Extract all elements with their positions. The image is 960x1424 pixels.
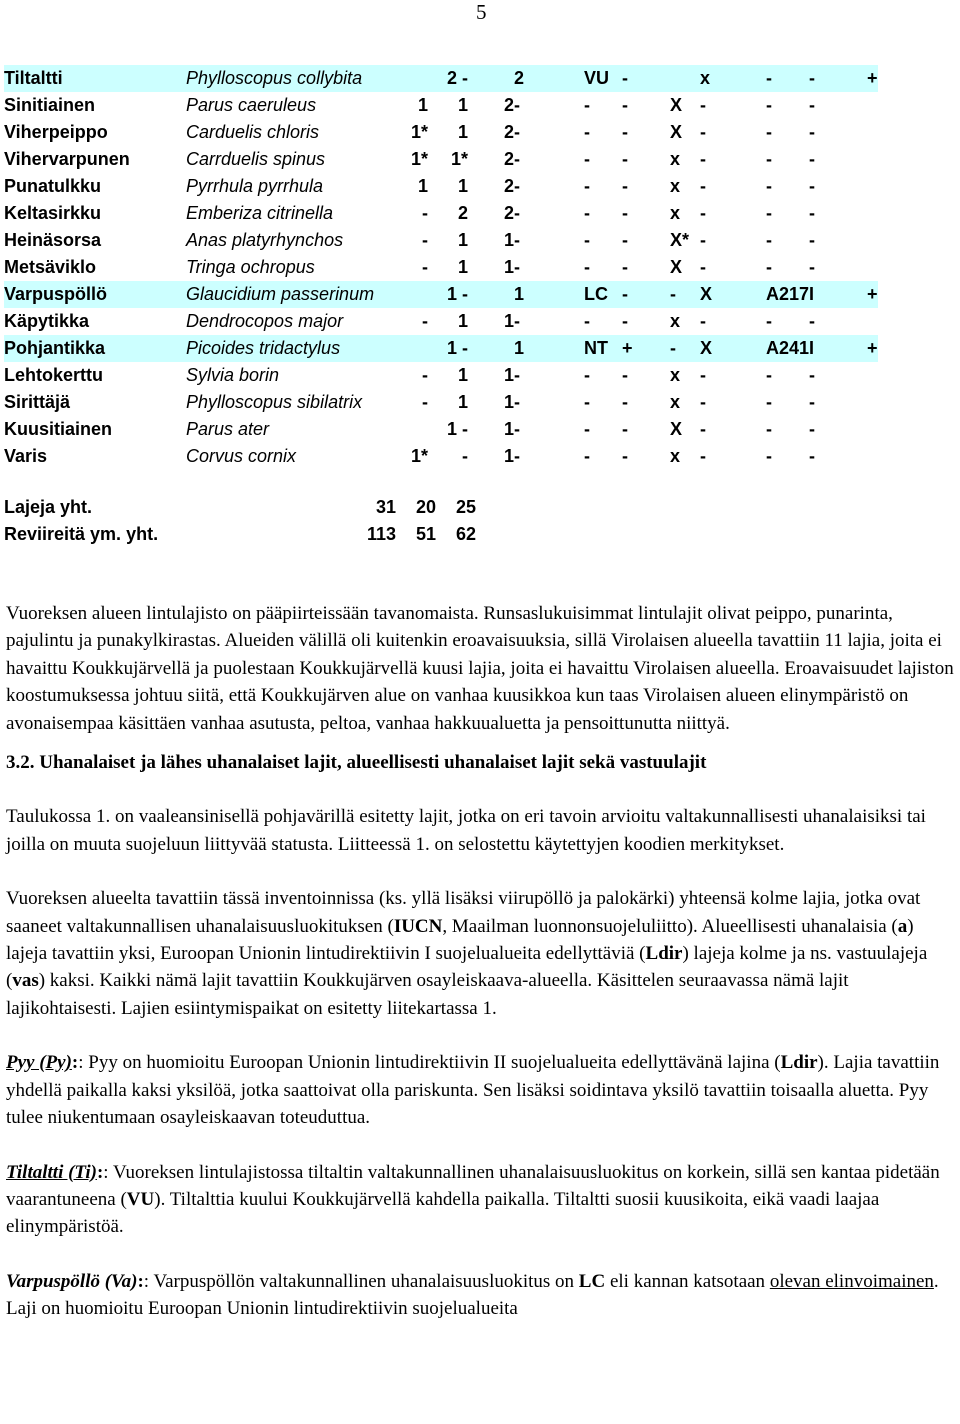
table-cell: -: [584, 311, 590, 331]
species-name: Pohjantikka: [4, 335, 186, 362]
table-cell: -: [700, 392, 706, 412]
table-cell: -: [809, 365, 816, 385]
scientific-name: Carrduelis spinus: [186, 149, 326, 169]
table-cell: -: [809, 149, 816, 169]
table-cell: 1*: [410, 149, 428, 169]
table-cell: [670, 65, 700, 92]
totals-value: 51: [415, 524, 436, 544]
table-cell: X: [670, 95, 683, 115]
table-cell: 2: [514, 65, 584, 92]
paragraph-table-note: Taulukossa 1. on vaaleansinisellä pohjavärillä esitetty lajit, jotka on eri tavoin arvioitu valtakunnallisesti uhanalaisiksi tai joilla on muuta suojeluun liittyvää statusta. Liitteessä 1. on selostettu käytettyjen koodien merkitykset.: [6, 806, 926, 855]
table-cell: [398, 281, 428, 308]
totals-value: 113: [366, 524, 396, 544]
totals-label: Reviireitä ym. yht.: [4, 524, 159, 544]
table-cell: +: [867, 65, 878, 92]
table-cell: -: [622, 392, 628, 412]
scientific-name: Glaucidium passerinum: [186, 281, 398, 308]
table-cell: -: [514, 149, 520, 169]
table-cell: -: [766, 365, 772, 385]
table-cell: [867, 227, 878, 254]
table-cell: -: [422, 365, 428, 385]
table-cell: -: [766, 176, 772, 196]
table-cell: 2: [503, 95, 514, 115]
table-cell: -: [700, 311, 706, 331]
iucn-code: IUCN: [393, 915, 443, 937]
totals-value: 20: [415, 497, 436, 517]
text-span: :: [96, 1161, 104, 1183]
table-row: [4, 200, 878, 227]
species-name: Heinäsorsa: [4, 230, 102, 250]
scientific-name: Pyrrhula pyrrhula: [186, 176, 324, 196]
species-name: Keltasirkku: [4, 203, 102, 223]
table-cell: 1*: [410, 446, 428, 466]
table-row: [4, 443, 878, 470]
table-cell: -: [622, 281, 670, 308]
table-cell: x: [670, 203, 681, 223]
table-row: [4, 227, 878, 254]
table-cell: +: [622, 335, 670, 362]
table-cell: 1: [417, 95, 428, 115]
totals-value: 25: [455, 497, 476, 517]
table-cell: -: [584, 203, 590, 223]
table-cell: -: [670, 335, 700, 362]
totals-label: Lajeja yht.: [4, 497, 93, 517]
table-cell: -: [514, 365, 520, 385]
table-cell: 1: [457, 122, 468, 142]
species-name: Tiltaltti: [4, 65, 186, 92]
table-cell: -: [809, 203, 816, 223]
scientific-name: Picoides tridactylus: [186, 335, 398, 362]
table-cell: -: [766, 230, 772, 250]
table-cell: -: [622, 419, 628, 439]
table-cell: A217: [766, 281, 809, 308]
paragraph-summary: Vuoreksen alueen lintulajisto on pääpiirteissään tavanomaista. Runsaslukuisimmat lintulajit olivat peippo, punarinta, pajulintu ja punakylkirastas. Alueiden välillä oli kuitenkin eroavaisuuksia, sillä Virolaisen alueella tavattiin 11 lajia, joita ei havaittu Koukkujärvellä ja puolestaan Koukkujärvellä kuusi lajia, joita ei havaittu Virolaisen alueella. Eroavaisuudet lajiston koostumuksessa johtuu siitä, että Koukkujärven alue on vanhaa kuusikkoa kun taas Virolaisen alueen elinympäristö on avonaisempaa käsittäen vanhaa asutusta, peltoa, vanhaa hakkuualuetta ja pensoittunutta niittyä.: [6, 603, 954, 734]
table-cell: -: [809, 176, 816, 196]
table-cell: -: [514, 203, 520, 223]
table-cell: -: [462, 446, 468, 466]
table-cell: [398, 335, 428, 362]
table-row: [4, 119, 878, 146]
table-cell: 2 -: [428, 65, 468, 92]
totals-row: [4, 521, 476, 548]
table-cell: [867, 389, 878, 416]
table-cell: 2: [503, 203, 514, 223]
table-cell: [468, 281, 514, 308]
paragraph-pyy: [6, 1049, 956, 1131]
table-cell: [867, 254, 878, 281]
table-cell: -: [622, 176, 628, 196]
table-cell: -: [766, 149, 772, 169]
table-row: [4, 254, 878, 281]
table-cell: -: [514, 230, 520, 250]
table-cell: -: [700, 203, 706, 223]
species-table: [4, 65, 878, 470]
table-cell: [867, 416, 878, 443]
table-cell: [867, 173, 878, 200]
table-cell: -: [584, 257, 590, 277]
table-cell: [398, 416, 428, 443]
table-cell: 2: [503, 149, 514, 169]
table-cell: -: [622, 122, 628, 142]
table-cell: -: [622, 446, 628, 466]
table-cell: 1: [457, 230, 468, 250]
species-name: Käpytikka: [4, 311, 90, 331]
table-cell: -: [766, 95, 772, 115]
scientific-name: Phylloscopus sibilatrix: [186, 392, 363, 412]
table-cell: -: [622, 311, 628, 331]
table-cell: [867, 200, 878, 227]
table-cell: 1: [417, 176, 428, 196]
table-cell: 1: [457, 311, 468, 331]
table-cell: -: [514, 176, 520, 196]
table-cell: 1 -: [428, 335, 468, 362]
vas-code: vas: [12, 970, 39, 992]
table-cell: 1: [457, 365, 468, 385]
table-cell: -: [809, 392, 816, 412]
table-cell: -: [622, 365, 628, 385]
table-cell: x: [670, 149, 681, 169]
table-cell: -: [766, 392, 772, 412]
table-cell: VU: [584, 65, 622, 92]
scientific-name: Carduelis chloris: [186, 122, 320, 142]
table-cell: 2: [503, 122, 514, 142]
table-row: [4, 281, 878, 308]
body-text: [6, 600, 956, 1323]
table-cell: -: [622, 230, 628, 250]
table-cell: -: [422, 257, 428, 277]
table-cell: -: [622, 203, 628, 223]
table-cell: -: [700, 446, 706, 466]
table-cell: -: [514, 311, 520, 331]
table-cell: [867, 362, 878, 389]
table-row: [4, 65, 878, 92]
text-span: eli kannan katsotaan: [605, 1270, 770, 1292]
table-cell: -: [766, 203, 772, 223]
table-cell: -: [622, 257, 628, 277]
text-span: , Maailman luonnonsuojeluliitto). Alueellisesti uhanalaisia (: [442, 915, 898, 937]
table-cell: -: [766, 311, 772, 331]
table-cell: 1: [457, 257, 468, 277]
scientific-name: Anas platyrhynchos: [186, 230, 344, 250]
text-span: olevan elinvoimainen: [769, 1270, 934, 1292]
scientific-name: Sylvia borin: [186, 365, 280, 385]
table-cell: 1 -: [428, 281, 468, 308]
table-cell: NT: [584, 335, 622, 362]
scientific-name: Parus caeruleus: [186, 95, 317, 115]
table-cell: [398, 65, 428, 92]
table-cell: x: [700, 65, 766, 92]
species-name: Kuusitiainen: [4, 419, 113, 439]
table-row: [4, 173, 878, 200]
table-cell: 2: [457, 203, 468, 223]
ldir-code: Ldir: [645, 943, 683, 965]
text-span: ) kaksi. Kaikki nämä lajit tavattiin Koukkujärven osayleiskaava-alueella. Käsittelen seuraavassa nämä lajit lajikohtaisesti. Lajien esiintymispaikat on esitetty liitekartassa 1.: [6, 970, 849, 1019]
table-cell: X: [670, 419, 683, 439]
table-cell: -: [700, 419, 706, 439]
table-cell: -: [766, 122, 772, 142]
paragraph-varpuspollo: [6, 1268, 956, 1323]
table-cell: -: [700, 176, 706, 196]
vu-code: VU: [126, 1188, 155, 1210]
table-cell: -: [584, 419, 590, 439]
scientific-name: Tringa ochropus: [186, 257, 315, 277]
paragraph-threatened-species: [6, 885, 956, 1022]
table-cell: -: [422, 311, 428, 331]
table-cell: X*: [670, 230, 690, 250]
table-cell: x: [670, 365, 681, 385]
species-name: Vihervarpunen: [4, 149, 130, 169]
table-cell: -: [766, 419, 772, 439]
table-cell: 1: [503, 419, 514, 439]
scientific-name: Parus ater: [186, 419, 270, 439]
table-cell: 1: [503, 230, 514, 250]
regional-code: a: [897, 915, 908, 937]
table-row: [4, 335, 878, 362]
table-cell: -: [584, 230, 590, 250]
table-cell: -: [809, 257, 816, 277]
text-span: : Pyy on huomioitu Euroopan Unionin lintudirektiivin II suojelualueita edellyttävänä lajina (: [78, 1052, 781, 1074]
table-cell: 1: [503, 257, 514, 277]
species-name: Viherpeippo: [4, 122, 108, 142]
table-cell: -: [809, 95, 816, 115]
table-cell: 1: [457, 392, 468, 412]
table-cell: -: [766, 446, 772, 466]
table-cell: -: [514, 446, 520, 466]
text-span: : Varpuspöllön valtakunnallinen uhanalaisuusluokitus on: [143, 1270, 579, 1292]
table-cell: [867, 119, 878, 146]
table-cell: A241: [766, 335, 809, 362]
table-cell: -: [809, 311, 816, 331]
totals-table: [4, 494, 476, 548]
table-cell: x: [670, 311, 681, 331]
table-row: [4, 362, 878, 389]
table-cell: -: [514, 122, 520, 142]
table-cell: 1: [503, 392, 514, 412]
page-number: 5: [476, 0, 487, 24]
table-cell: -: [700, 95, 706, 115]
table-row: [4, 389, 878, 416]
species-name: Metsäviklo: [4, 257, 97, 277]
table-cell: -: [700, 365, 706, 385]
table-cell: X: [670, 122, 683, 142]
totals-value: 62: [455, 524, 476, 544]
table-cell: -: [584, 149, 590, 169]
table-cell: -: [422, 230, 428, 250]
table-cell: [468, 65, 514, 92]
text-span: Vuoreksen alueelta tavattiin tässä inventoinnissa (ks. yllä lisäksi viirupöllö ja palokärki) yhteensä kolme lajia, jotka ovat saaneet valtakunnallisen uhanalaisuusluokituksen (: [6, 888, 921, 937]
table-cell: 1 -: [446, 419, 468, 439]
table-cell: -: [422, 203, 428, 223]
table-cell: -: [584, 392, 590, 412]
paragraph-tiltaltti: [6, 1159, 956, 1241]
table-cell: I: [809, 281, 867, 308]
table-cell: -: [809, 419, 816, 439]
table-cell: -: [809, 65, 867, 92]
table-cell: -: [584, 365, 590, 385]
species-term-pyy: Pyy (Py): [6, 1052, 72, 1074]
table-cell: x: [670, 392, 681, 412]
table-cell: [468, 335, 514, 362]
table-cell: [867, 308, 878, 335]
species-name: Varpuspöllö: [4, 281, 186, 308]
lc-code: LC: [578, 1270, 606, 1292]
table-cell: 1: [457, 95, 468, 115]
table-cell: -: [809, 446, 816, 466]
species-name: Sirittäjä: [4, 392, 71, 412]
table-row: [4, 92, 878, 119]
table-cell: LC: [584, 281, 622, 308]
totals-value: 31: [375, 497, 396, 517]
table-cell: -: [700, 122, 706, 142]
text-span: :: [71, 1052, 79, 1074]
table-cell: X: [670, 257, 683, 277]
text-span: ). Lajia tavattiin yhdellä paikalla kaksi yksilöä, jotka saattoivat olla pariskunta. Sen lisäksi soidintava yksilö tavattiin toisaalla aluetta. Pyy tulee niukentumaan osayleiskaavan toteuduttua.: [6, 1052, 940, 1129]
table-cell: -: [622, 65, 670, 92]
table-cell: -: [514, 95, 520, 115]
ldir-code: Ldir: [780, 1052, 818, 1074]
species-name: Sinitiainen: [4, 95, 96, 115]
table-cell: -: [622, 95, 628, 115]
species-name: Punatulkku: [4, 176, 102, 196]
species-term-tiltaltti: Tiltaltti (Ti): [6, 1161, 97, 1183]
species-name: Varis: [4, 446, 48, 466]
table-cell: 1*: [450, 149, 468, 169]
scientific-name: Phylloscopus collybita: [186, 65, 398, 92]
table-cell: -: [584, 122, 590, 142]
table-cell: -: [766, 65, 809, 92]
table-cell: X: [700, 335, 766, 362]
table-cell: X: [700, 281, 766, 308]
table-cell: -: [809, 122, 816, 142]
totals-row: [4, 494, 476, 521]
table-cell: 1*: [410, 122, 428, 142]
table-cell: -: [514, 257, 520, 277]
table-cell: x: [670, 446, 681, 466]
table-cell: -: [700, 149, 706, 169]
table-cell: [867, 92, 878, 119]
species-name: Lehtokerttu: [4, 365, 103, 385]
scientific-name: Corvus cornix: [186, 446, 297, 466]
table-cell: [867, 443, 878, 470]
text-span: . Laji on huomioitu Euroopan Unionin lintudirektiivin suojelualueita: [6, 1270, 939, 1320]
table-cell: -: [766, 257, 772, 277]
table-cell: 2: [503, 176, 514, 196]
table-cell: x: [670, 176, 681, 196]
text-span: ) lajeja tavattiin yksi, Euroopan Unionin lintudirektiivin I suojelualueita edellyttäviä (: [6, 915, 914, 965]
text-span: : Vuoreksen lintulajistossa tiltaltin valtakunnallinen uhanalaisuusluokitus on korkein, sillä sen kantaa pidetään vaarantuneena (: [6, 1161, 940, 1210]
species-term-varpuspollo: Varpuspöllö (Va): [6, 1270, 138, 1292]
table-row: [4, 308, 878, 335]
table-cell: 1: [514, 335, 584, 362]
table-cell: -: [422, 392, 428, 412]
table-cell: -: [514, 392, 520, 412]
table-cell: -: [622, 149, 628, 169]
table-cell: -: [584, 176, 590, 196]
table-row: [4, 146, 878, 173]
table-cell: -: [700, 257, 706, 277]
table-cell: -: [514, 419, 520, 439]
scientific-name: Dendrocopos major: [186, 311, 344, 331]
table-cell: -: [809, 230, 816, 250]
text-span: :: [137, 1270, 144, 1292]
table-cell: -: [700, 230, 706, 250]
table-cell: 1: [457, 176, 468, 196]
section-heading: 3.2. Uhanalaiset ja lähes uhanalaiset lajit, alueellisesti uhanalaiset lajit sekä vastuulajit: [6, 752, 707, 774]
table-cell: I: [809, 335, 867, 362]
text-span: ). Tiltalttia kuului Koukkujärvellä kahdella paikalla. Tiltaltti suosii kuusikoita, eikä vaadi laajaa elinympäristöä.: [6, 1188, 880, 1238]
table-cell: -: [584, 446, 590, 466]
table-row: [4, 416, 878, 443]
table-cell: +: [867, 281, 878, 308]
table-cell: 1: [503, 311, 514, 331]
table-cell: 1: [503, 446, 514, 466]
table-cell: 1: [514, 281, 584, 308]
table-cell: 1: [503, 365, 514, 385]
table-cell: -: [670, 281, 700, 308]
table-cell: [867, 146, 878, 173]
text-span: ) lajeja kolme ja ns. vastuulajeja (: [6, 943, 928, 992]
table-cell: -: [584, 95, 590, 115]
table-cell: +: [867, 335, 878, 362]
scientific-name: Emberiza citrinella: [186, 203, 334, 223]
